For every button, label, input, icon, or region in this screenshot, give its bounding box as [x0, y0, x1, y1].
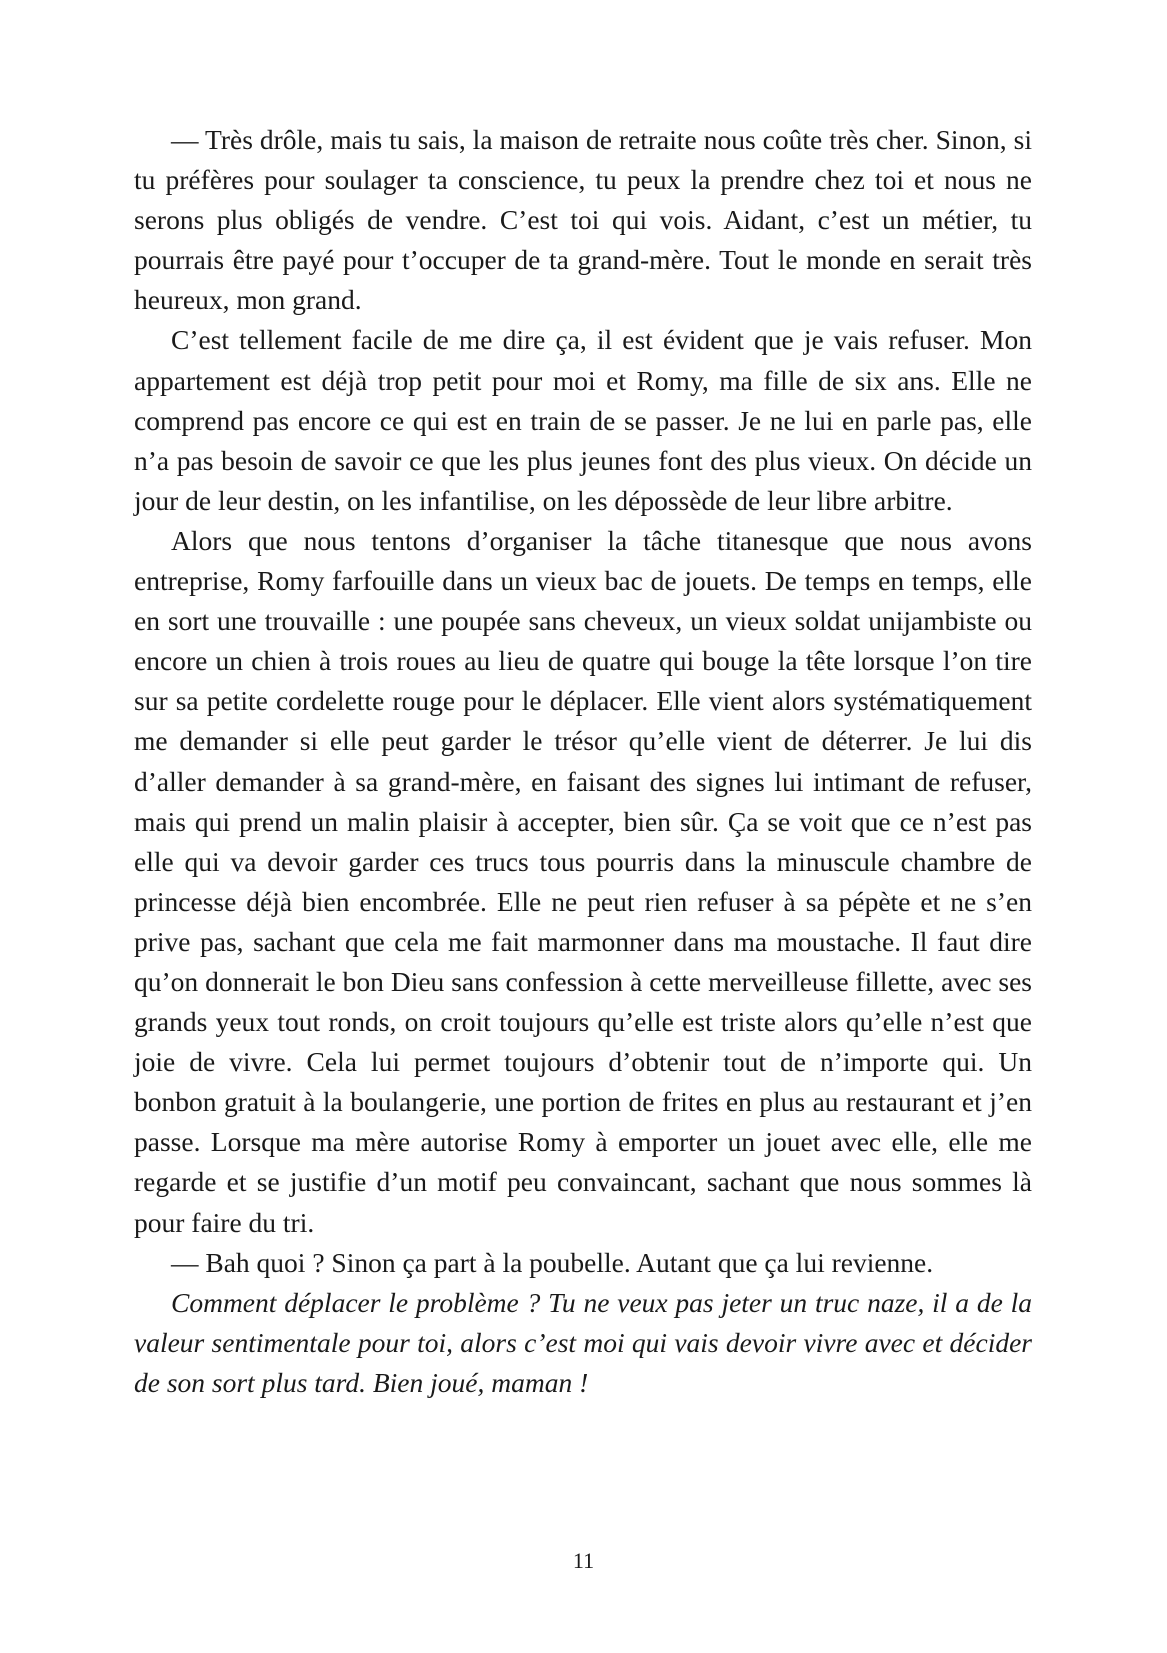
paragraph-romy-toys: Alors que nous tentons d’organiser la tâche titanesque que nous avons entreprise, Romy farfouille dans un vieux bac de jouets. De temps en temps, elle en sort une trouvaille : une poupée sans cheveux, un vieux soldat unijambiste ou encore un chien à trois roues au lieu de quatre qui bouge la tête lorsque l’on tire sur sa petite cordelette rouge pour le déplacer. Elle vient alors systématiquement me demander si elle peut garder le trésor qu’elle vient de déterrer. Je lui dis d’aller demander à sa grand-mère, en faisant des signes lui intimant de refuser, mais qui prend un malin plaisir à accepter, bien sûr. Ça se voit que ce n’est pas elle qui va devoir garder ces trucs tous pourris dans la minuscule chambre de princesse déjà bien encombrée. Elle ne peut rien refuser à sa pépète et ne s’en prive pas, sachant que cela me fait marmonner dans ma moustache. Il faut dire qu’on donnerait le bon Dieu sans confession à cette merveilleuse fillette, avec ses grands yeux tout ronds, on croit toujours qu’elle est triste alors qu’elle n’est que joie de vivre. Cela lui permet toujours d’obtenir tout de n’importe qui. Un bonbon gratuit à la boulangerie, une portion de frites en plus au restaurant et j’en passe. Lorsque ma mère autorise Romy à emporter un jouet avec elle, elle me regarde et se justifie d’un motif peu convaincant, sachant que nous sommes là pour faire du tri. — [134, 524, 1032, 1238]
page-number: 11 — [572, 1548, 595, 1573]
paragraph-dialogue-bah-quoi: — Bah quoi ? Sinon ça part à la poubelle. Autant que ça lui revienne. — [171, 1246, 934, 1278]
paragraph-dialogue-retirement-home: — Très drôle, mais tu sais, la maison de retraite nous coûte très cher. Sinon, si tu préfères pour soulager ta conscience, tu peux la prendre chez toi et nous ne serons plus obligés de vendre. C’est toi qui vois. Aidant, c’est un métier, tu pourrais être payé pour t’occuper de ta grand-mère. Tout le monde en serait très heureux, mon grand. — [134, 124, 1032, 316]
page-body — [134, 120, 1032, 1403]
paragraph-inner-thought: Comment déplacer le problème ? Tu ne veux pas jeter un truc naze, il a de la valeur sentimentale pour toi, alors c’est moi qui vais devoir vivre avec et décider de son sort plus tard. Bien joué, maman ! — [134, 1286, 1032, 1398]
paragraph-narrator-refusal: C’est tellement facile de me dire ça, il est évident que je vais refuser. Mon appartement est déjà trop petit pour moi et Romy, ma fille de six ans. Elle ne comprend pas encore ce qui est en train de se passer. Je ne lui en parle pas, elle n’a pas besoin de savoir ce que les plus jeunes font des plus vieux. On décide un jour de leur destin, on les infantilise, on les dépossède de leur libre arbitre. — [134, 324, 1032, 516]
